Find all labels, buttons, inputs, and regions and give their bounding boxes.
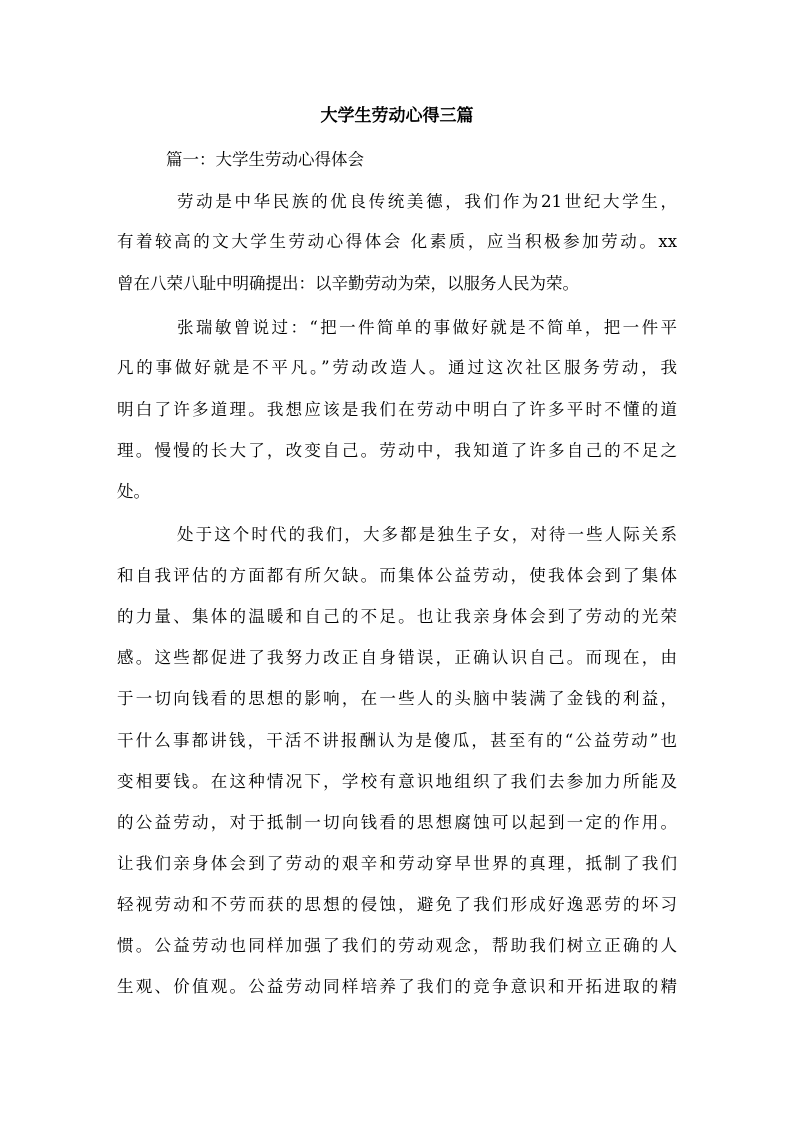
text-line: 和自我评估的方面都有所欠缺。而集体公益劳动，使我体会到了集体 bbox=[117, 566, 677, 585]
text-line: 于一切向钱看的思想的影响，在一些人的头脑中装满了金钱的利益， bbox=[117, 689, 677, 708]
text-line: 惯。公益劳动也同样加强了我们的劳动观念，帮助我们树立正确的人 bbox=[117, 936, 677, 955]
text-line: 凡的事做好就是不平凡。”劳动改造人。通过这次社区服务劳动，我 bbox=[117, 358, 677, 377]
text-line: 的力量、集体的温暖和自己的不足。也让我亲身体会到了劳动的光荣 bbox=[117, 607, 677, 626]
text-line: 劳动是中华民族的优良传统美德，我们作为21世纪大学生， bbox=[177, 192, 677, 211]
text-line: 干什么事都讲钱，干活不讲报酬认为是傻瓜，甚至有的“公益劳动”也 bbox=[117, 731, 677, 750]
document-title: 大学生劳动心得三篇 bbox=[320, 106, 474, 126]
section-heading: 篇一：大学生劳动心得体会 bbox=[166, 150, 364, 169]
text-line: 让我们亲身体会到了劳动的艰辛和劳动穿早世界的真理，抵制了我们 bbox=[117, 854, 677, 873]
text-line: 曾在八荣八耻中明确提出：以辛勤劳动为荣，以服务人民为荣。 bbox=[117, 274, 579, 293]
text-line: 变相要钱。在这种情况下，学校有意识地组织了我们去参加力所能及 bbox=[117, 772, 677, 791]
text-line: 轻视劳动和不劳而获的思想的侵蚀，避免了我们形成好逸恶劳的坏习 bbox=[117, 895, 677, 914]
text-line: 明白了许多道理。我想应该是我们在劳动中明白了许多平时不懂的道 bbox=[117, 400, 677, 419]
text-line: 处于这个时代的我们，大多都是独生子女，对待一些人际关系 bbox=[177, 525, 677, 544]
text-line: 的公益劳动，对于抵制一切向钱看的思想腐蚀可以起到一定的作用。 bbox=[117, 813, 677, 832]
text-line: 生观、价值观。公益劳动同样培养了我们的竞争意识和开拓进取的精 bbox=[117, 977, 677, 996]
text-line: 有着较高的文大学生劳动心得体会 化素质，应当积极参加劳动。xx bbox=[117, 232, 677, 251]
text-line: 理。慢慢的长大了，改变自己。劳动中，我知道了许多自己的不足之 bbox=[117, 441, 677, 460]
text-line: 处。 bbox=[117, 482, 150, 501]
text-line: 感。这些都促进了我努力改正自身错误，正确认识自己。而现在，由 bbox=[117, 648, 677, 667]
text-line: 张瑞敏曾说过：“把一件简单的事做好就是不简单，把一件平 bbox=[177, 318, 677, 337]
